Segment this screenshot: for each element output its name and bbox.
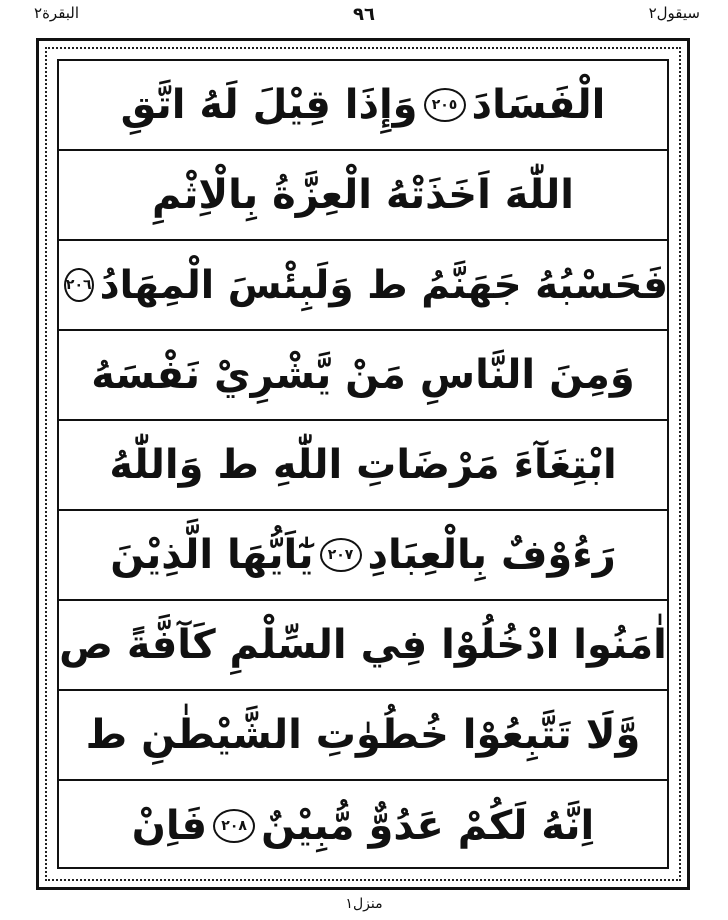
verse-text: الْفَسَادَ [471, 82, 606, 128]
surah-name-header: البقرة٢ [34, 4, 80, 22]
verse-line [59, 691, 667, 781]
ayah-number-marker: ٢٠٨ [213, 809, 255, 843]
verse-text: ابْتِغَآءَ مَرْضَاتِ اللّٰهِ ط وَاللّٰهُ [109, 442, 617, 488]
verse-text: اِنَّهُ لَكُمْ عَدُوٌّ مُّبِيْنٌ [261, 803, 595, 849]
verse-text: رَءُوْفٌ بِالْعِبَادِ [367, 532, 616, 578]
para-name-header: سیقول٢ [648, 4, 700, 22]
ayah-number-marker: ٢٠٥ [424, 88, 466, 122]
verse-lines-panel [57, 59, 669, 869]
page-border-frame [36, 38, 690, 890]
verse-text: فَحَسْبُهُ جَهَنَّمُ ط وَلَبِئْسَ الْمِهَادُ [99, 262, 669, 308]
verse-text: فَاِنْ [131, 803, 208, 849]
verse-line [59, 151, 667, 241]
ayah-number-marker: ٢٠٦ [64, 268, 94, 302]
verse-line [59, 331, 667, 421]
page-number: ٩٦ [353, 4, 375, 25]
ayah-number-marker: ٢٠٧ [320, 538, 362, 572]
verse-line [59, 61, 667, 151]
verse-text: اٰمَنُوا ادْخُلُوْا فِي السِّلْمِ كَآفَّةً ص [59, 622, 667, 668]
manzil-footer: منزل١ [345, 896, 383, 912]
verse-line [59, 781, 667, 871]
verse-line [59, 511, 667, 601]
verse-line [59, 601, 667, 691]
verse-text: يٰٓاَيُّهَا الَّذِيْنَ [110, 532, 314, 578]
verse-text: اللّٰهَ اَخَذَتْهُ الْعِزَّةُ بِالْاِثْمِ [151, 172, 575, 218]
verse-text: وَمِنَ النَّاسِ مَنْ يَّشْرِيْ نَفْسَهُ [91, 352, 635, 398]
verse-text: وَّلَا تَتَّبِعُوْا خُطُوٰتِ الشَّيْطٰنِ ط [85, 712, 641, 758]
verse-line [59, 241, 667, 331]
verse-text: وَإِذَا قِيْلَ لَهُ اتَّقِ [120, 82, 418, 128]
verse-line [59, 421, 667, 511]
